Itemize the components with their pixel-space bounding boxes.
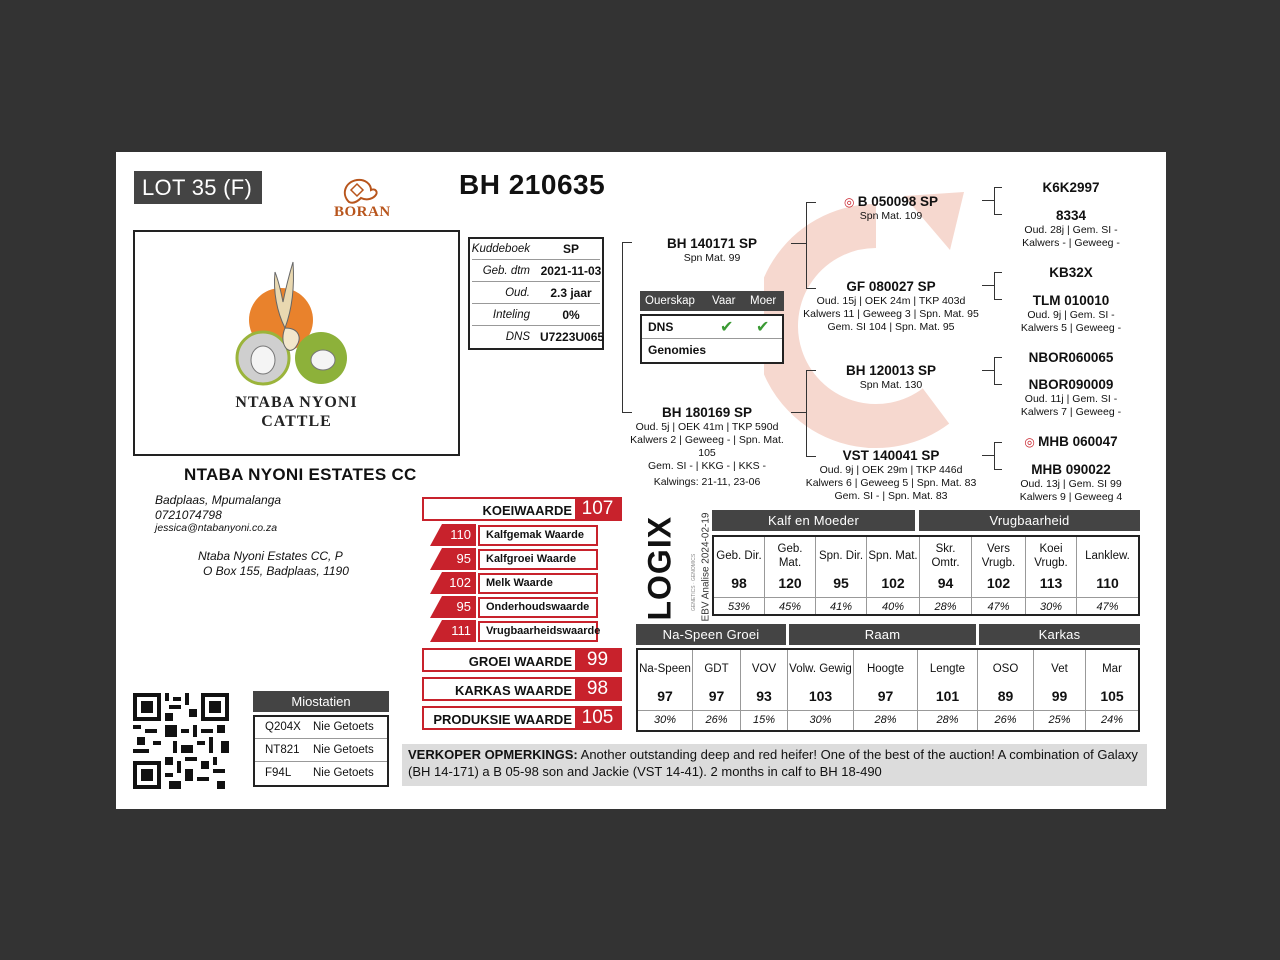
logix-brand: LOGIX (641, 515, 678, 621)
ebv-group-header: Vrugbaarheid (919, 510, 1140, 531)
info-row (472, 283, 600, 304)
grandparent-line: Gem. SI 104 | Spn. Mat. 95 (827, 321, 955, 333)
pedigree-gg (1006, 293, 1136, 335)
miostatien-table (253, 715, 389, 787)
ebv-col (918, 650, 978, 730)
ebv-value: 110 (1096, 575, 1119, 591)
koeiwaarde-bar (422, 497, 622, 521)
produksie-waarde-bar (422, 706, 622, 730)
ebv-col (741, 650, 788, 730)
ebv-value: 93 (756, 688, 772, 704)
ebv-accuracy: 15% (741, 710, 787, 726)
ebv-col (978, 650, 1034, 730)
ebv-col-header: Na-Speen (639, 663, 691, 675)
ebv-col-header: OSO (992, 663, 1019, 675)
groei-waarde-bar (422, 648, 622, 672)
miostatien-status: Nie Getoets (313, 767, 374, 779)
ebv-accuracy: 40% (867, 597, 919, 613)
ebv-col-header: Geb. Mat. (777, 543, 803, 569)
ped-line (994, 272, 995, 299)
ebv-accuracy: 24% (1086, 710, 1138, 726)
ebv-value: 97 (657, 688, 673, 704)
sire-line: Spn Mat. 99 (683, 252, 741, 264)
farm-logo-line1: NTABA NYONI (235, 394, 358, 411)
subindex-label: Onderhoudswaarde (478, 597, 598, 618)
ebv-accuracy: 45% (765, 597, 815, 613)
ped-line (806, 370, 807, 456)
ebv-accuracy: 30% (1026, 597, 1076, 613)
subindex-row (430, 620, 610, 644)
owner-postal-1: Ntaba Nyoni Estates CC, P (198, 549, 343, 563)
gg-line: Kalwers 9 | Geweeg 4 (1019, 491, 1123, 503)
ebv-col (920, 537, 972, 614)
ebv-accuracy: 26% (978, 710, 1033, 726)
ebv-group-header: Karkas (979, 624, 1140, 645)
pedigree-gg (1006, 350, 1136, 366)
grandparent-line: Kalwers 6 | Geweeg 5 | Spn. Mat. 83 (805, 477, 977, 489)
index-label: KOEIWAARDE (482, 503, 572, 518)
gg-line: Kalwers - | Geweeg - (1022, 237, 1120, 249)
ebv-value: 99 (1051, 688, 1068, 704)
farm-logo-frame (133, 230, 460, 456)
miostatien-status: Nie Getoets (313, 744, 374, 756)
parentage-row-label: Genomies (648, 343, 707, 357)
ebv-col (693, 650, 741, 730)
ped-line (791, 243, 806, 244)
pedigree-dam-sire (816, 363, 966, 392)
info-value: 2021-11-03 (540, 264, 602, 278)
ebv-col-header: Vers Vrugb. (981, 543, 1016, 569)
subindex-label: Kalfgemak Waarde (478, 525, 598, 546)
ebv-accuracy: 28% (918, 710, 977, 726)
ebv-col-header: Geb. Dir. (716, 550, 762, 562)
miostatien-row (255, 740, 387, 762)
miostatien-row (255, 717, 387, 739)
ebv-group-header: Na-Speen Groei (636, 624, 786, 645)
ped-line (994, 272, 1002, 273)
ebv-col-header: Koei Vrugb. (1034, 543, 1068, 569)
ebv-col (1026, 537, 1077, 614)
ped-line (994, 357, 1002, 358)
grandparent-line: Oud. 9j | OEK 29m | TKP 446d (819, 464, 963, 476)
gg-line: Oud. 13j | Gem. SI 99 (1020, 478, 1122, 490)
subindex-value: 111 (451, 623, 471, 638)
grandparent-id: VST 140041 SP (842, 448, 940, 463)
subindex-value: 110 (450, 527, 471, 542)
miostatien-code: F94L (265, 767, 292, 779)
gg-line: Oud. 11j | Gem. SI - (1024, 393, 1118, 405)
ped-line (982, 200, 994, 201)
pedigree-dam-dam (799, 448, 983, 503)
ebv-accuracy: 41% (816, 597, 866, 613)
ebv-col (638, 650, 693, 730)
check-icon: ✔ (720, 319, 734, 336)
ebv-accuracy: 28% (854, 710, 917, 726)
pedigree-sire-dam (799, 279, 983, 334)
ped-line (806, 202, 816, 203)
info-row (472, 327, 605, 348)
miostatien-header: Miostatien (253, 691, 389, 712)
ebv-col-header: Skr. Omtr. (931, 543, 960, 569)
ped-line (791, 412, 806, 413)
owner-phone: 0721074798 (155, 508, 222, 522)
gg-line: Kalwers 5 | Geweeg - (1020, 322, 1122, 334)
lot-badge: LOT 35 (F) (134, 171, 262, 204)
subindex-value: 95 (456, 551, 471, 566)
dam-line: Oud. 5j | OEK 41m | TKP 590d (635, 421, 779, 433)
ebv-accuracy: 53% (714, 597, 764, 613)
ebv-top-table (712, 535, 1140, 616)
owner-location: Badplaas, Mpumalanga (155, 493, 282, 507)
ebv-value: 103 (808, 688, 833, 704)
subindex-value: 95 (456, 599, 471, 614)
ebv-accuracy: 28% (920, 597, 971, 613)
ebv-col (816, 537, 867, 614)
pedigree-sire (642, 236, 782, 265)
ebv-col-header: Lanklew. (1085, 550, 1130, 562)
remarks-label: VERKOPER OPMERKINGS: (408, 747, 578, 762)
ebv-col-header: Spn. Mat. (868, 550, 918, 562)
subindex-row (430, 548, 610, 572)
farm-logo-line2: CATTLE (261, 413, 332, 430)
grandparent-line: Spn Mat. 130 (859, 379, 923, 391)
ebv-value: 102 (881, 575, 905, 591)
subindex-value: 102 (449, 575, 471, 590)
ebv-value: 120 (778, 575, 802, 591)
gg-id: TLM 010010 (1032, 293, 1110, 308)
boran-logo-text: BORAN (334, 204, 391, 220)
grandparent-line: Spn Mat. 109 (859, 210, 923, 222)
ebv-accuracy: 30% (638, 710, 692, 726)
index-label: GROEI WAARDE (468, 654, 572, 669)
ebv-value: 95 (833, 575, 849, 591)
info-value: 0% (562, 308, 580, 322)
ebv-accuracy: 26% (693, 710, 740, 726)
ebv-col (1077, 537, 1138, 614)
ebv-bottom-table (636, 648, 1140, 732)
seller-remarks (402, 744, 1147, 786)
ebv-col (1034, 650, 1086, 730)
ped-line (994, 469, 1002, 470)
ebv-col (788, 650, 854, 730)
lot-card (116, 152, 1166, 809)
ebv-col-header: Spn. Dir. (818, 550, 864, 562)
remarks-text: Another outstanding deep and red heifer! One of the best of the auction! A combination of Galaxy (BH 14-171) a B 05-98 son and Jackie (VST 14-41). 2 months in calf to BH 18-490 (408, 747, 1138, 779)
gg-line: Oud. 28j | Gem. SI - (1024, 224, 1118, 236)
ebv-value: 113 (1039, 575, 1063, 591)
subindex-row (430, 596, 610, 620)
index-value: 107 (575, 497, 620, 521)
pedigree-gg (1006, 265, 1136, 281)
owner-postal-2: O Box 155, Badplaas, 1190 (203, 564, 349, 578)
ebv-accuracy: 30% (788, 710, 853, 726)
parentage-table (640, 291, 784, 364)
ped-line (994, 187, 995, 214)
ebv-col-header: Volw. Gewig (789, 663, 852, 675)
dam-line: Gem. SI - | KKG - | KKS - (647, 460, 767, 472)
parentage-header-label: Vaar (712, 295, 736, 307)
ebv-col (972, 537, 1026, 614)
ebv-col (867, 537, 920, 614)
info-label: DNS (505, 331, 530, 343)
ebv-col-header: Lengte (929, 663, 966, 675)
pedigree-sire-sire (816, 194, 966, 223)
animal-info-table (468, 237, 604, 350)
index-value: 99 (575, 648, 620, 672)
index-value: 98 (575, 677, 620, 701)
owner-name: NTABA NYONI ESTATES CC (184, 465, 417, 484)
info-row (472, 261, 600, 282)
subindex-label: Vrugbaarheidswaarde (478, 621, 598, 642)
miostatien-code: Q204X (265, 721, 301, 733)
ebv-value: 102 (986, 575, 1011, 591)
gg-id: ◎ MHB 060047 (1024, 434, 1118, 449)
index-value: 105 (575, 706, 620, 730)
ped-line (806, 370, 816, 371)
ped-line (982, 370, 994, 371)
ebv-accuracy: 25% (1034, 710, 1085, 726)
parentage-row (642, 316, 782, 339)
ebv-accuracy: 47% (972, 597, 1025, 613)
ebv-col-header: Vet (1051, 663, 1068, 675)
info-label: Geb. dtm (482, 265, 530, 277)
check-icon: ✔ (756, 319, 770, 336)
subindex-label: Melk Waarde (478, 573, 598, 594)
parentage-row (642, 339, 782, 362)
pedigree-gg (1006, 377, 1136, 419)
gg-id: NBOR060065 (1028, 350, 1114, 365)
logix-sub: GENETICS · GENOMICS (691, 553, 697, 611)
ebv-group-header: Kalf en Moeder (712, 510, 915, 531)
ped-line (994, 384, 1002, 385)
subindex-label: Kalfgroei Waarde (478, 549, 598, 570)
ebv-value: 97 (708, 688, 725, 704)
target-icon: ◎ (843, 195, 858, 209)
animal-id: BH 210635 (459, 169, 606, 200)
subindex-row (430, 524, 610, 548)
miostatien-row (255, 763, 387, 785)
ped-line (994, 442, 995, 469)
ped-line (994, 299, 1002, 300)
ebv-value: 105 (1100, 688, 1124, 704)
ebv-col (854, 650, 918, 730)
grandparent-id: ◎ B 050098 SP (843, 194, 939, 209)
ebv-accuracy: 47% (1077, 597, 1138, 613)
pedigree-gg (1006, 462, 1136, 504)
karkas-waarde-bar (422, 677, 622, 701)
ebv-value: 94 (937, 575, 954, 591)
grandparent-id: GF 080027 SP (846, 279, 936, 294)
miostatien-code: NT821 (265, 744, 300, 756)
gg-id: KB32X (1049, 265, 1093, 280)
ebv-col (714, 537, 765, 614)
pedigree-gg (1006, 180, 1136, 196)
info-row (472, 305, 600, 326)
grandparent-line: Gem. SI - | Spn. Mat. 83 (834, 490, 948, 502)
logix-logo (641, 508, 712, 622)
parentage-header-label: Ouerskap (645, 295, 695, 307)
ebv-group-header: Raam (789, 624, 976, 645)
grandparent-id: BH 120013 SP (845, 363, 937, 378)
subindex-row (430, 572, 610, 596)
grandparent-line: Kalwers 11 | Geweeg 3 | Spn. Mat. 95 (803, 308, 979, 320)
ebv-col (765, 537, 816, 614)
dam-id: BH 180169 SP (661, 405, 753, 420)
ebv-value: 98 (731, 575, 747, 591)
ped-line (622, 242, 632, 243)
ebv-value: 101 (935, 688, 960, 704)
logix-analysis-date: EBV Analise 2024-02-19 (700, 512, 712, 622)
gg-id: NBOR090009 (1028, 377, 1114, 392)
ped-line (994, 442, 1002, 443)
ped-line (994, 214, 1002, 215)
ebv-col (1086, 650, 1138, 730)
ebv-col-header: Hoogte (866, 663, 905, 675)
ped-line (994, 357, 995, 384)
parentage-header-label: Moer (750, 295, 777, 307)
dam-line: Kalwings: 21-11, 23-06 (653, 476, 761, 488)
ebv-value: 89 (997, 688, 1014, 704)
gg-id: 8334 (1055, 208, 1087, 223)
ped-line (982, 285, 994, 286)
ped-line (806, 202, 807, 288)
ebv-col-header: Mar (1102, 663, 1122, 675)
dam-line: Kalwers 2 | Geweeg - | Spn. Mat. 105 (630, 434, 784, 459)
pedigree-gg (1006, 208, 1136, 250)
sire-id: BH 140171 SP (666, 236, 758, 251)
parentage-header (640, 291, 784, 311)
info-value: 2.3 jaar (550, 286, 592, 300)
gg-id: MHB 090022 (1031, 462, 1111, 477)
pedigree-gg (1006, 434, 1136, 450)
miostatien-status: Nie Getoets (313, 721, 374, 733)
parentage-row-label: DNS (648, 320, 674, 334)
info-label: Inteling (492, 309, 530, 321)
info-row (472, 239, 600, 260)
index-label: KARKAS WAARDE (455, 683, 572, 698)
info-value: SP (562, 242, 579, 256)
gg-line: Kalwers 7 | Geweeg - (1020, 406, 1122, 418)
ped-line (982, 455, 994, 456)
info-label: Oud. (505, 287, 530, 299)
ebv-col-header: VOV (751, 663, 777, 675)
info-label: Kuddeboek (471, 243, 530, 255)
info-value: U7223U065 (540, 330, 605, 344)
ped-line (994, 187, 1002, 188)
index-label: PRODUKSIE WAARDE (433, 712, 572, 727)
grandparent-line: Oud. 15j | OEK 24m | TKP 403d (816, 295, 966, 307)
ebv-value: 97 (877, 688, 894, 704)
pedigree-dam (622, 405, 792, 489)
ebv-col-header: GDT (704, 663, 729, 675)
qr-code-icon[interactable] (133, 693, 229, 789)
target-icon: ◎ (1024, 435, 1039, 449)
ped-line (622, 242, 623, 412)
gg-line: Oud. 9j | Gem. SI - (1027, 309, 1115, 321)
owner-email[interactable]: jessica@ntabanyoni.co.za (155, 522, 278, 534)
gg-id: K6K2997 (1042, 180, 1100, 195)
